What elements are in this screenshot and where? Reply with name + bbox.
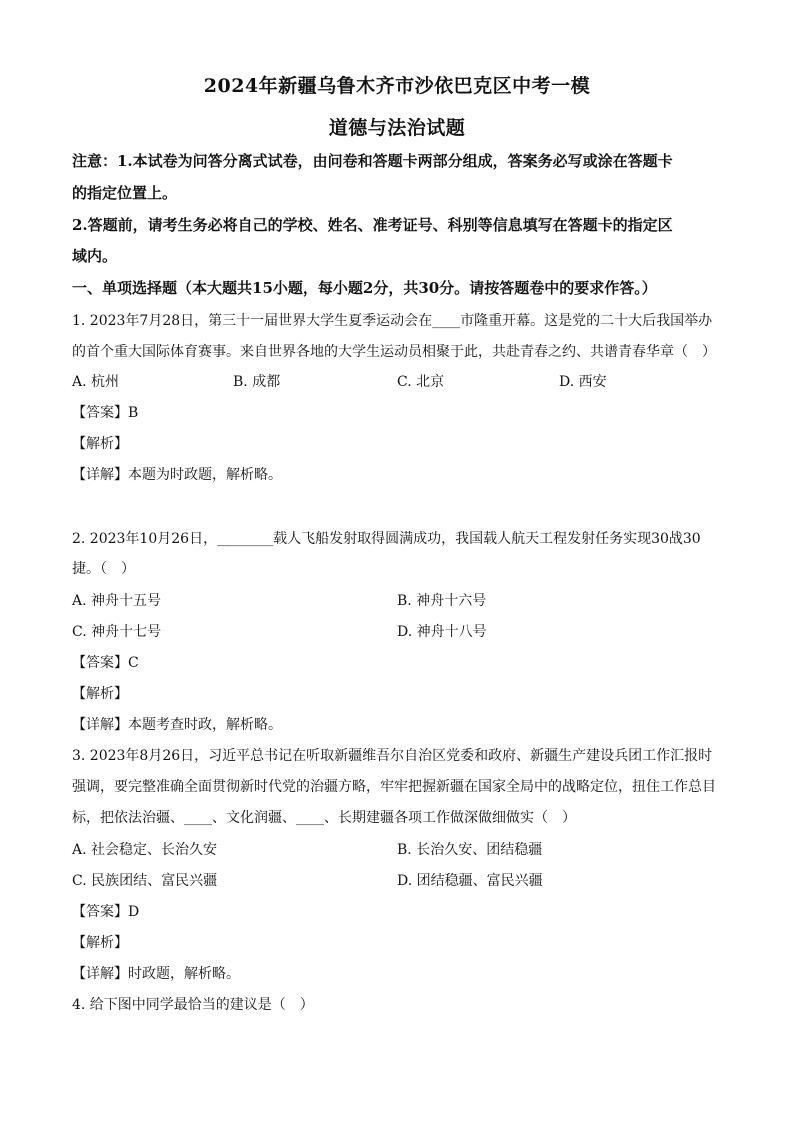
question-3-stem-line-3: 标，把依法治疆、____、文化润疆、____、长期建疆各项工作做深做细做实（ ） [72,810,576,826]
question-1-stem-line-1: 1. 2023年7月28日，第三十一届世界大学生夏季运动会在____市隆重开幕。这是党的二十大后我国举办 [72,313,713,329]
question-2-detail: 【详解】本题考查时政，解析略。 [72,717,282,733]
question-3-analysis: 【解析】 [72,935,128,951]
notice-line-2: 的指定位置上。 [72,184,178,202]
question-2-answer: 【答案】C [72,655,139,671]
question-2-option-c: C. 神舟十七号 [72,624,162,640]
question-1-option-a: A. 杭州 [72,374,120,390]
question-1-analysis: 【解析】 [72,436,128,452]
question-3-answer: 【答案】D [72,904,140,920]
question-2-option-d: D. 神舟十八号 [397,624,487,640]
question-1-option-c: C. 北京 [397,374,445,390]
question-2-analysis: 【解析】 [72,686,128,702]
question-4-stem-line-1: 4. 给下图中同学最恰当的建议是（ ） [72,997,314,1013]
notice-line-3: 2.答题前，请考生务必将自己的学校、姓名、准考证号、科别等信息填写在答题卡的指定区 [72,216,673,234]
question-2-stem-line-1: 2. 2023年10月26日，________载人飞船发射取得圆满成功，我国载人航天工程发射任务实现30战30 [72,531,701,547]
question-3-option-d: D. 团结稳疆、富民兴疆 [397,873,543,889]
question-1-stem-line-2: 的首个重大国际体育赛事。来自世界各地的大学生运动员相聚于此，共赴青春之约、共谱青春华章（ ） [72,344,716,360]
notice-line-4: 域内。 [72,247,118,265]
question-2-option-b: B. 神舟十六号 [397,593,487,609]
exam-subject: 道德与法治试题 [328,117,466,139]
section-heading: 一、单项选择题（本大题共15小题，每小题2分，共30分。请按答题卷中的要求作答。） [72,279,657,297]
notice-line-1: 注意：1.本试卷为问答分离式试卷，由问卷和答题卡两部分组成，答案务必写或涂在答题卡 [72,152,673,170]
question-1-option-d: D. 西安 [559,374,607,390]
question-2-stem-line-2: 捷。（ ） [72,561,135,577]
question-3-stem-line-1: 3. 2023年8月26日，习近平总书记在听取新疆维吾尔自治区党委和政府、新疆生产建设兵团工作汇报时 [72,748,713,764]
question-2-option-a: A. 神舟十五号 [72,593,162,609]
exam-title: 2024年新疆乌鲁木齐市沙依巴克区中考一模 [203,75,591,97]
question-3-option-b: B. 长治久安、团结稳疆 [397,842,543,858]
question-1-detail: 【详解】本题为时政题，解析略。 [72,467,282,483]
question-1-answer: 【答案】B [72,405,139,421]
question-3-detail: 【详解】时政题，解析略。 [72,966,240,982]
question-3-option-c: C. 民族团结、富民兴疆 [72,873,218,889]
question-3-option-a: A. 社会稳定、长治久安 [72,842,218,858]
question-1-option-b: B. 成都 [233,374,281,390]
question-3-stem-line-2: 强调，要完整准确全面贯彻新时代党的治疆方略，牢牢把握新疆在国家全局中的战略定位，扭住工作总目 [72,779,716,795]
